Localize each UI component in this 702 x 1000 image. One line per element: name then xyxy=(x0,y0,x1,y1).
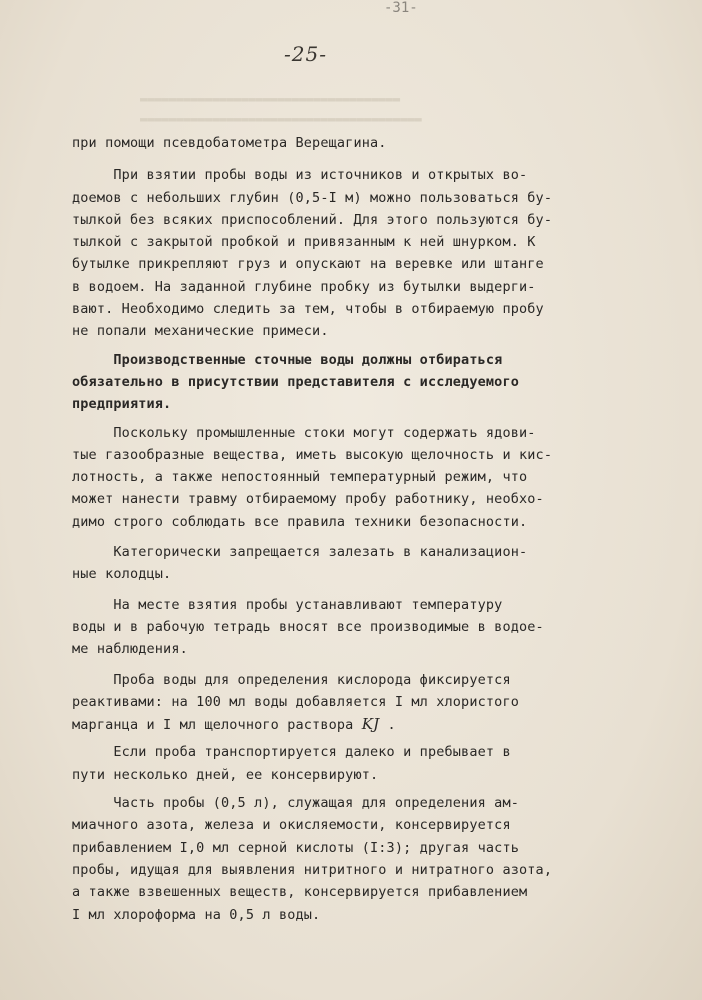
text-line: доемов с небольших глубин (0,5-I м) можно пользоваться бу- xyxy=(72,189,553,206)
text-line: На месте взятия пробы устанавливают температуру xyxy=(72,596,503,613)
text-line: воды и в рабочую тетрадь вносят все производимые в водое- xyxy=(72,618,544,635)
bleed-through-shadow: ▬▬▬▬▬▬▬▬▬▬▬▬▬▬▬▬▬▬▬▬▬▬▬▬▬▬▬▬▬▬▬▬▬▬▬▬ xyxy=(140,92,401,106)
sentence-end: . xyxy=(379,717,396,734)
page-number: -25- xyxy=(284,42,327,66)
text-line: ме наблюдения. xyxy=(72,641,188,658)
text-line: лотность, а также непостоянный температурный режим, что xyxy=(72,469,528,486)
text-line: Поскольку промышленные стоки могут содержать ядови- xyxy=(72,424,536,441)
text-line: а также взвешенных веществ, консервируется прибавлением xyxy=(72,884,528,901)
text-line: предприятия. xyxy=(72,396,172,413)
text-line: обязательно в присутствии представителя с исследуемого xyxy=(72,373,519,390)
text-line: может нанести травму отбираемому пробу работнику, необхо- xyxy=(72,491,544,508)
handwritten-formula: KJ xyxy=(361,715,380,734)
text-line: димо строго соблюдать все правила техники безопасности. xyxy=(72,513,528,530)
paragraph xyxy=(72,132,632,154)
paragraph xyxy=(72,422,632,533)
text-line: вают. Необходимо следить за тем, чтобы в отбираемую пробу xyxy=(72,301,544,318)
paragraph xyxy=(72,741,632,786)
text-line: реактивами: на 100 мл воды добавляется I мл хлористого xyxy=(72,693,519,710)
text-line: При взятии пробы воды из источников и открытых во- xyxy=(72,167,528,184)
text-line: пути несколько дней, ее консервируют. xyxy=(72,766,379,783)
text-line: тылкой с закрытой пробкой и привязанным к ней шнурком. К xyxy=(72,234,536,251)
text-line: Если проба транспортируется далеко и пребывает в xyxy=(72,744,511,761)
text-line: в водоем. На заданной глубине пробку из бутылки выдерги- xyxy=(72,278,536,295)
top-page-mark: -31- xyxy=(384,0,418,16)
text-line: тылкой без всяких приспособлений. Для этого пользуются бу- xyxy=(72,211,553,228)
text-line: прибавлением I,0 мл серной кислоты (I:3); другая часть xyxy=(72,839,519,856)
text-line: не попали механические примеси. xyxy=(72,323,329,340)
text-line: Категорически запрещается залезать в канализацион- xyxy=(72,544,528,561)
text-line: пробы, идущая для выявления нитритного и нитратного азота, xyxy=(72,861,553,878)
paragraph xyxy=(72,594,632,661)
text-line: при помощи псевдобатометра Верещагина. xyxy=(72,135,387,151)
text-line: Проба воды для определения кислорода фиксируется xyxy=(72,671,511,688)
text-line: I мл хлороформа на 0,5 л воды. xyxy=(72,906,321,923)
bleed-through-shadow: ▬▬▬▬▬▬▬▬▬▬▬▬▬▬▬▬▬▬▬▬▬▬▬▬▬▬▬▬▬▬▬▬▬▬▬▬▬▬▬ xyxy=(140,112,422,126)
text-line: миачного азота, железа и окисляемости, консервируется xyxy=(72,817,511,834)
text-line: бутылке прикрепляют груз и опускают на веревке или штанге xyxy=(72,256,544,273)
paragraph xyxy=(72,792,632,926)
paragraph xyxy=(72,669,632,736)
paragraph xyxy=(72,349,632,416)
text-line: тые газообразные вещества, иметь высокую щелочность и кис- xyxy=(72,446,553,463)
text-line: марганца и I мл щелочного раствора KJ . xyxy=(72,715,396,734)
text-line: Производственные сточные воды должны отбираться xyxy=(72,351,503,368)
document-body xyxy=(72,132,632,926)
paragraph xyxy=(72,164,632,342)
text-line: Часть пробы (0,5 л), служащая для определения ам- xyxy=(72,795,519,812)
paragraph xyxy=(72,541,632,586)
text-line: ные колодцы. xyxy=(72,566,172,583)
